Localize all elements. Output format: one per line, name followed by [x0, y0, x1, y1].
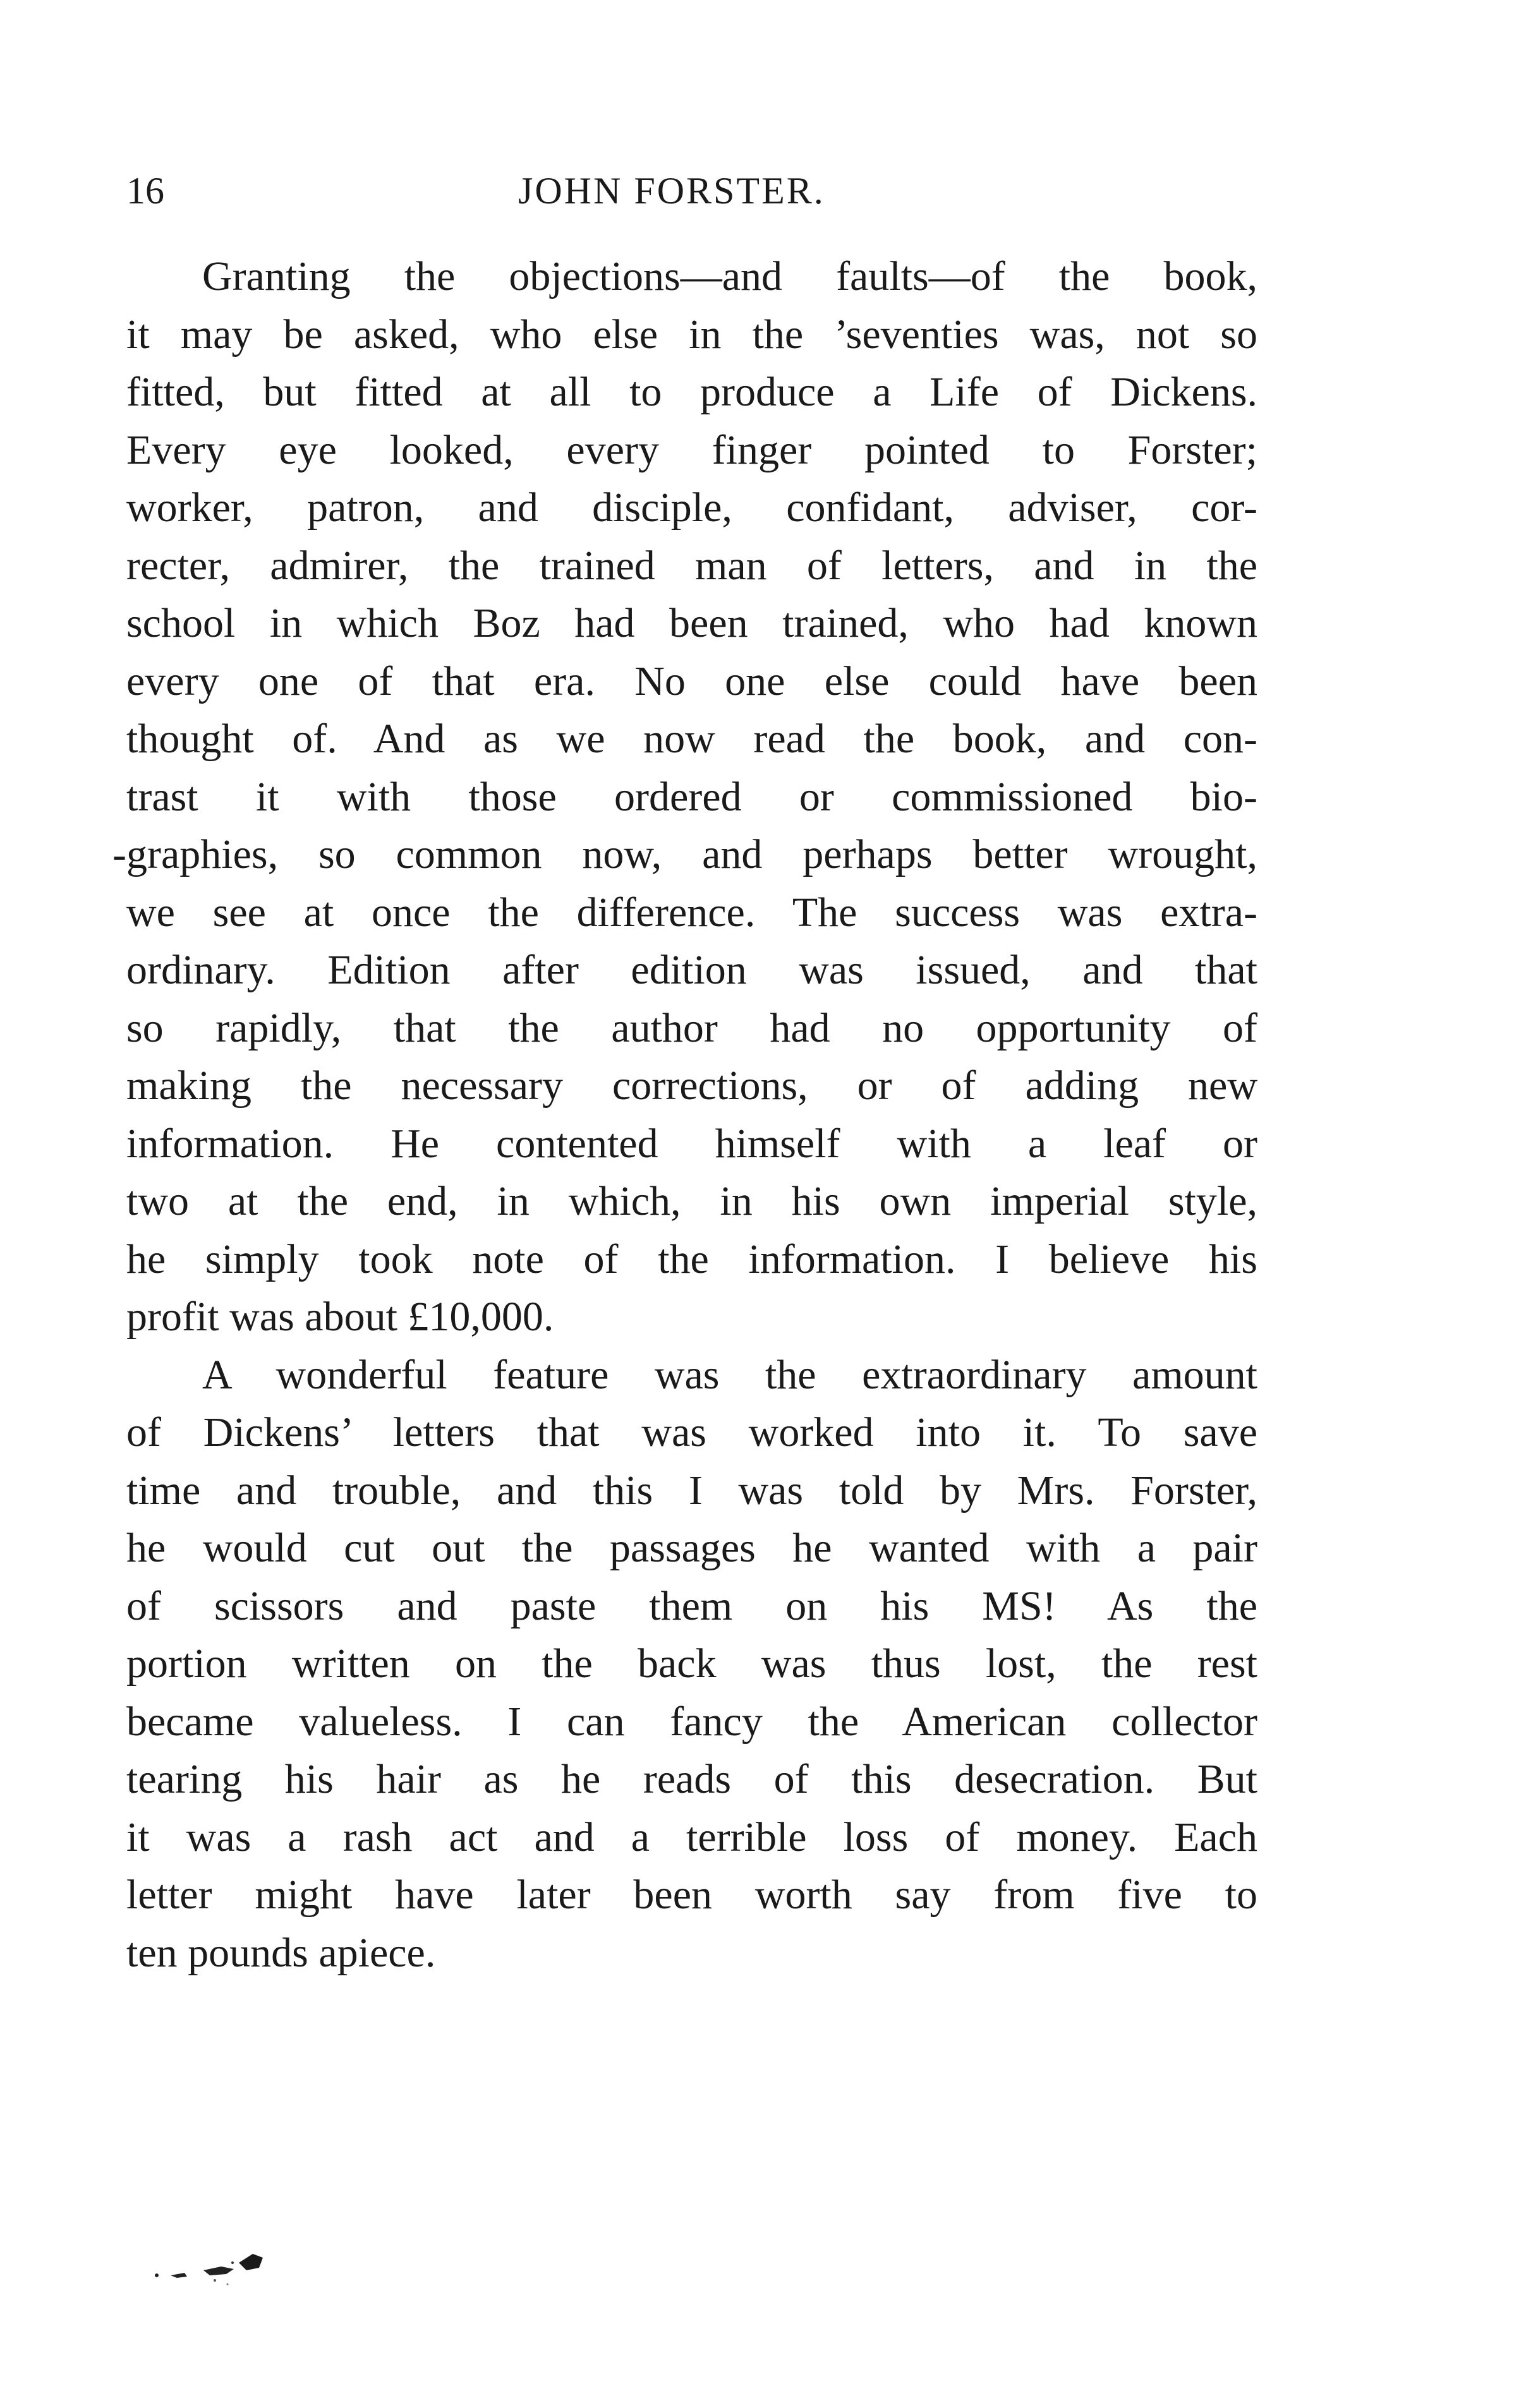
ink-smudge-mark: [152, 2249, 291, 2287]
text-line: every one of that era. No one else could have been: [126, 658, 1257, 704]
text-line: so rapidly, that the author had no opportunity of: [126, 1004, 1257, 1051]
text-line: time and trouble, and this I was told by Mrs. Forster,: [126, 1467, 1257, 1514]
text-line: we see at once the difference. The success was extra-: [126, 889, 1257, 936]
text-line: two at the end, in which, in his own imperial style,: [126, 1178, 1257, 1224]
text-line: A wonderful feature was the extraordinary amount: [202, 1351, 1257, 1398]
text-line: he simply took note of the information. I believe his: [126, 1236, 1257, 1282]
text-line: he would cut out the passages he wanted with a pair: [126, 1525, 1257, 1571]
text-line: -graphies, so common now, and perhaps better wrought,: [112, 831, 1257, 877]
text-line: school in which Boz had been trained, who had known: [126, 600, 1257, 646]
text-line: worker, patron, and disciple, confidant, adviser, cor-: [126, 485, 1257, 531]
body-text: [112, 248, 1257, 1982]
text-line: fitted, but fitted at all to produce a Life of Dickens.: [126, 369, 1257, 415]
text-line: portion written on the back was thus lost, the rest: [126, 1640, 1257, 1687]
text-line: information. He contented himself with a leaf or: [126, 1120, 1257, 1167]
text-line: ordinary. Edition after edition was issued, and that: [126, 947, 1257, 993]
text-line: of Dickens’ letters that was worked into it. To save: [126, 1409, 1257, 1455]
text-line: Granting the objections—and faults—of the book,: [202, 253, 1257, 299]
text-line: letter might have later been worth say from five to: [126, 1872, 1257, 1918]
text-line: trast it with those ordered or commissioned bio-: [126, 773, 1257, 820]
page-number: 16: [126, 170, 164, 212]
text-line: it was a rash act and a terrible loss of money. Each: [126, 1814, 1257, 1860]
text-line: profit was about £10,000.: [126, 1294, 554, 1340]
text-line: of scissors and paste them on his MS! As the: [126, 1582, 1257, 1629]
text-line: it may be asked, who else in the ’seventies was, not so: [126, 311, 1257, 358]
text-line: became valueless. I can fancy the American collector: [126, 1698, 1257, 1745]
text-line: tearing his hair as he reads of this desecration. But: [126, 1756, 1257, 1802]
text-line: Every eye looked, every finger pointed to Forster;: [126, 426, 1257, 473]
running-title: JOHN FORSTER.: [518, 170, 825, 212]
text-line: recter, admirer, the trained man of letters, and in the: [126, 542, 1257, 589]
text-line: making the necessary corrections, or of adding new: [126, 1063, 1257, 1109]
running-head: [126, 166, 1257, 216]
text-line: ten pounds apiece.: [126, 1929, 436, 1976]
text-line: thought of. And as we now read the book, and con-: [126, 716, 1257, 762]
